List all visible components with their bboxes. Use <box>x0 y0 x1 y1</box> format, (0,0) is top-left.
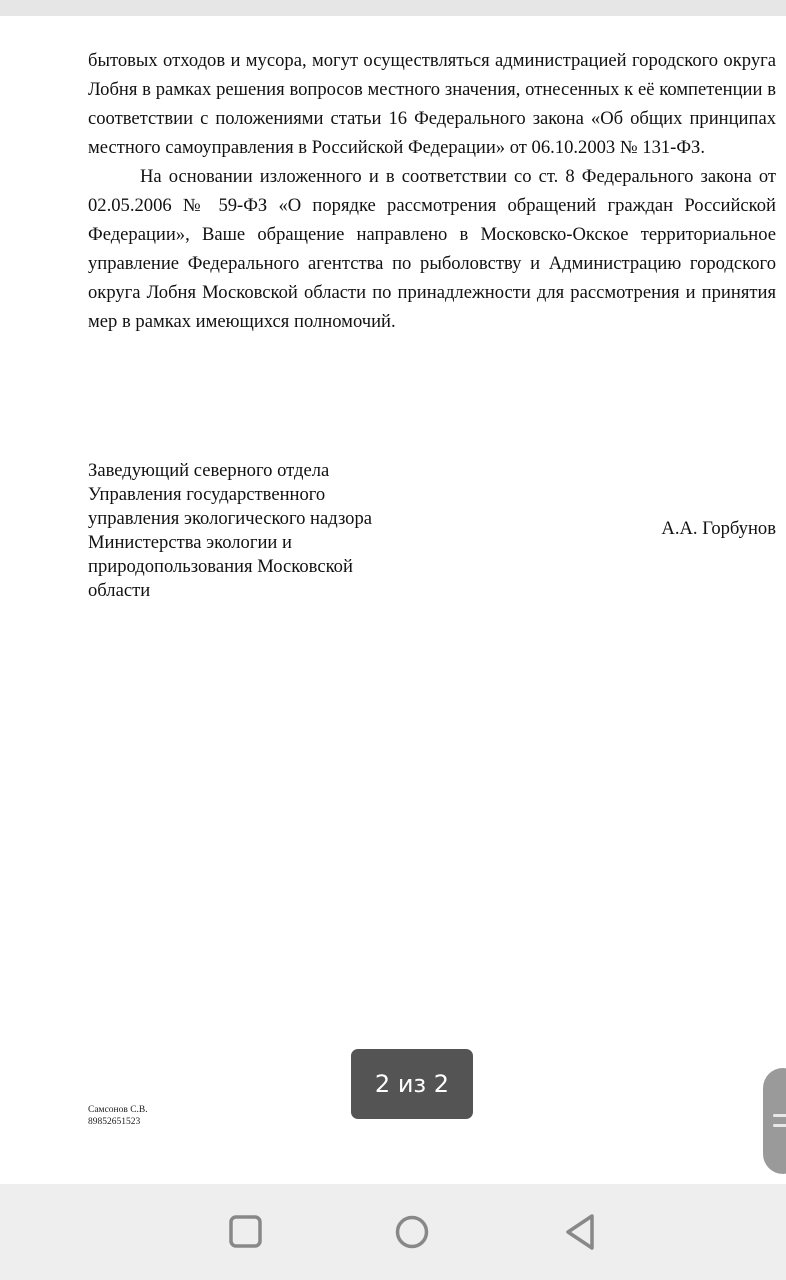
recents-button[interactable] <box>217 1204 273 1260</box>
signer-title-line: Министерства экологии и <box>88 532 292 553</box>
document-body <box>88 46 776 336</box>
page-indicator: 2 из 2 <box>351 1049 473 1119</box>
contact-phone: 89852651523 <box>88 1117 141 1127</box>
document-page[interactable] <box>0 16 786 1184</box>
signer-title-line: природопользования Московской <box>88 556 353 577</box>
top-strip <box>0 0 786 16</box>
signer-title-line: Заведующий северного отдела <box>88 460 330 481</box>
signer-name: А.А. Горбунов <box>661 518 776 539</box>
home-button[interactable] <box>383 1204 439 1260</box>
signer-title <box>88 459 408 603</box>
contact-info <box>88 1104 148 1128</box>
square-icon <box>217 1204 273 1260</box>
handle-bar-icon <box>773 1124 786 1127</box>
signer-title-line: области <box>88 580 151 601</box>
contact-name: Самсонов С.В. <box>88 1105 148 1115</box>
paragraph-2: На основании изложенного и в соответствии со ст. 8 Федерального закона от 02.05.2006 № 59-ФЗ «О порядке рассмотрения обращений граждан Российской Федерации», Ваше обращение направлено в Московско-Окское территориальное управление Федерального агентства по рыболовству и Администрацию городского округа Лобня Московской области по принадлежности для рассмотрения и принятия мер в рамках имеющихся полномочий. <box>88 166 776 332</box>
side-panel-handle[interactable] <box>763 1068 786 1174</box>
signer-title-line: Управления государственного <box>88 484 326 505</box>
circle-icon <box>383 1204 439 1260</box>
signer-title-line: управления экологического надзора <box>88 508 373 529</box>
paragraph-1: бытовых отходов и мусора, могут осуществляться администрацией городского округа Лобня в рамках решения вопросов местного значения, отнесенных к её компетенции в соответствии с положениями статьи 16 Федерального закона «Об общих принципах местного самоуправления в Российской Федерации» от 06.10.2003 № 131-ФЗ. <box>88 50 776 158</box>
system-navigation-bar <box>0 1184 786 1280</box>
back-button[interactable] <box>552 1204 608 1260</box>
back-triangle-icon <box>552 1204 608 1260</box>
handle-bar-icon <box>773 1114 786 1117</box>
